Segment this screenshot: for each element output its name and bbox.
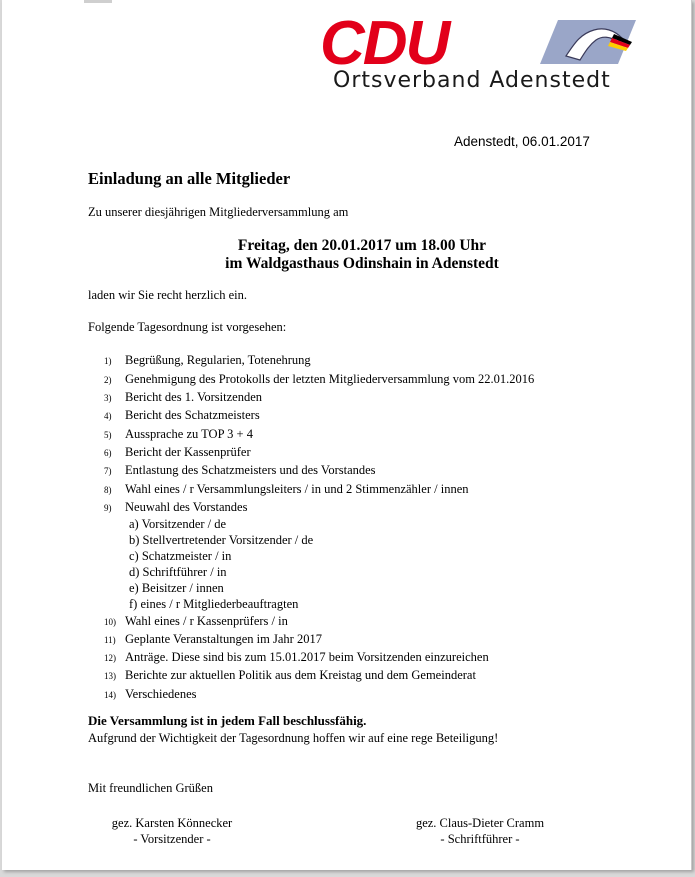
cdu-logo bbox=[318, 14, 638, 74]
letter-title: Einladung an alle Mitglieder bbox=[88, 169, 291, 188]
quorum-statement: Die Versammlung ist in jedem Fall beschlussfähig. bbox=[88, 713, 367, 728]
agenda-subitem: d) Schriftführer / in bbox=[129, 565, 227, 579]
agenda-subitem: a) Vorsitzender / de bbox=[129, 517, 227, 531]
agenda-subitem: b) Stellvertretender Vorsitzender / de bbox=[129, 533, 314, 547]
agenda-number: 11) bbox=[104, 635, 116, 645]
event-date: Freitag, den 20.01.2017 um 18.00 Uhr bbox=[237, 237, 487, 254]
agenda-subitem: f) eines / r Mitgliederbeauftragten bbox=[129, 597, 299, 611]
agenda-text: Entlastung des Schatzmeisters und des Vorstandes bbox=[125, 463, 376, 477]
closing-text: Aufgrund der Wichtigkeit der Tagesordnung hoffen wir auf eine rege Beteiligung! bbox=[88, 731, 499, 745]
signature-role: - Vorsitzender - bbox=[133, 832, 211, 846]
agenda-text: Wahl eines / r Kassenprüfers / in bbox=[125, 614, 288, 628]
agenda-text: Berichte zur aktuellen Politik aus dem Kreistag und dem Gemeinderat bbox=[125, 668, 476, 682]
cdu-logo-graphic bbox=[318, 14, 638, 70]
date-line: Adenstedt, 06.01.2017 bbox=[454, 134, 590, 149]
signature-chair bbox=[102, 816, 242, 847]
agenda-number: 14) bbox=[104, 690, 116, 700]
agenda-number: 9) bbox=[104, 503, 112, 513]
agenda-number: 13) bbox=[104, 671, 116, 681]
signature-secretary bbox=[402, 816, 558, 847]
agenda-text: Bericht des Schatzmeisters bbox=[125, 408, 260, 422]
agenda-text: Geplante Veranstaltungen im Jahr 2017 bbox=[125, 632, 322, 646]
eagle-emblem-icon bbox=[540, 20, 636, 64]
cdu-logo-text: CDU bbox=[320, 14, 449, 70]
agenda-text: Anträge. Diese sind bis zum 15.01.2017 beim Vorsitzenden einzureichen bbox=[125, 650, 489, 664]
agenda-number: 5) bbox=[104, 430, 112, 440]
agenda-number: 3) bbox=[104, 393, 112, 403]
agenda-number: 10) bbox=[104, 617, 116, 627]
agenda-text: Genehmigung des Protokolls der letzten Mitgliederversammlung vom 22.01.2016 bbox=[125, 372, 535, 386]
agenda-text: Neuwahl des Vorstandes bbox=[125, 500, 248, 514]
agenda-number: 6) bbox=[104, 448, 112, 458]
document-page bbox=[2, 0, 692, 870]
agenda-number: 2) bbox=[104, 375, 112, 385]
agenda-subitem: e) Beisitzer / innen bbox=[129, 581, 224, 595]
agenda-number: 12) bbox=[104, 653, 116, 663]
page-top-marker bbox=[84, 0, 112, 3]
agenda-number: 1) bbox=[104, 356, 112, 366]
agenda-number: 4) bbox=[104, 411, 112, 421]
agenda-text: Bericht der Kassenprüfer bbox=[125, 445, 251, 459]
agenda-number: 7) bbox=[104, 466, 112, 476]
agenda-number: 8) bbox=[104, 485, 112, 495]
event-location: im Waldgasthaus Odinshain in Adenstedt bbox=[225, 255, 499, 272]
intro-text: Zu unserer diesjährigen Mitgliederversammlung am bbox=[88, 205, 349, 219]
signature-name: gez. Karsten Könnecker bbox=[111, 816, 233, 830]
agenda-intro: Folgende Tagesordnung ist vorgesehen: bbox=[88, 320, 287, 334]
agenda-subitem: c) Schatzmeister / in bbox=[129, 549, 232, 563]
org-name: Ortsverband Adenstedt bbox=[333, 68, 611, 93]
greeting: Mit freundlichen Grüßen bbox=[88, 781, 213, 795]
signature-role: - Schriftführer - bbox=[440, 832, 520, 846]
signature-name: gez. Claus-Dieter Cramm bbox=[415, 816, 545, 830]
agenda-text: Wahl eines / r Versammlungsleiters / in und 2 Stimmenzähler / innen bbox=[125, 482, 469, 496]
agenda-text: Verschiedenes bbox=[125, 687, 197, 701]
agenda-text: Bericht des 1. Vorsitzenden bbox=[125, 390, 263, 404]
agenda-text: Aussprache zu TOP 3 + 4 bbox=[125, 427, 253, 441]
invite-text: laden wir Sie recht herzlich ein. bbox=[88, 288, 247, 302]
agenda-text: Begrüßung, Regularien, Totenehrung bbox=[125, 353, 311, 367]
